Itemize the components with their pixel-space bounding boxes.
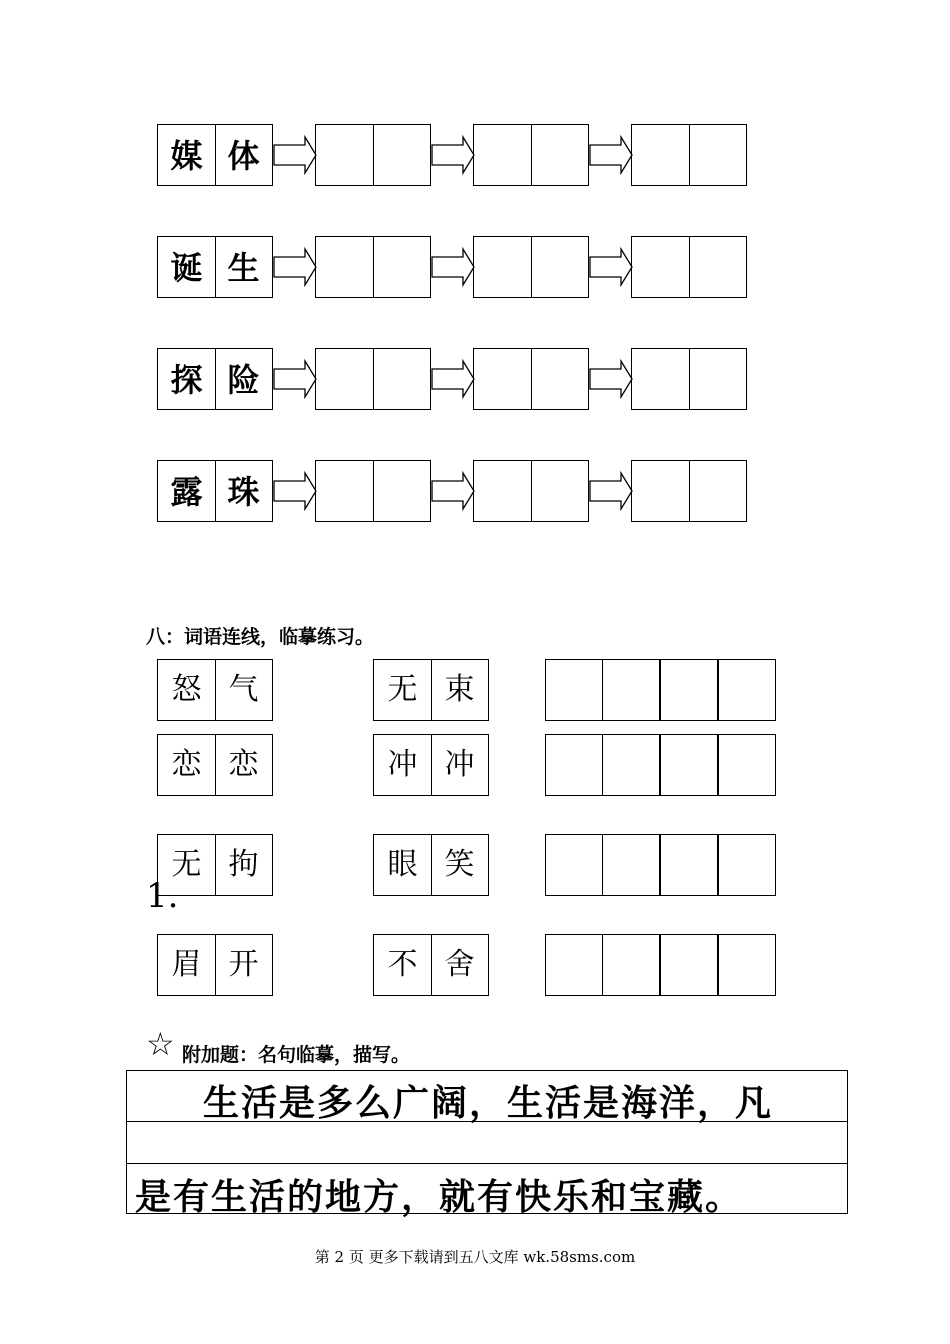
word-char: 怒 (171, 672, 202, 707)
word-char: 舍 (444, 947, 475, 982)
char-cell (374, 660, 432, 720)
char-cell (215, 660, 272, 720)
arrow-right-icon (431, 359, 475, 399)
word-char: 生 (227, 249, 260, 287)
tracing-box[interactable] (602, 734, 660, 796)
extra-heading: 附加题：名句临摹，描写。 (182, 1044, 411, 1066)
char-cell (158, 735, 216, 795)
arrow-right-icon (273, 359, 317, 399)
blank-char-cell[interactable] (474, 349, 532, 409)
tracing-box[interactable] (718, 934, 776, 996)
arrow-right-icon (273, 247, 317, 287)
tracing-box[interactable] (660, 834, 718, 896)
blank-char-cell[interactable] (316, 125, 374, 185)
blank-char-cell[interactable] (474, 461, 532, 521)
table-rule (127, 1163, 847, 1164)
match-left-pair[interactable] (157, 659, 273, 721)
blank-word-box[interactable] (631, 460, 747, 522)
sentence-tracing-table (126, 1070, 848, 1218)
word-char: 险 (227, 361, 260, 399)
word-char: 眉 (171, 947, 202, 982)
page-footer: 第 2 页 更多下载请到五八文库 wk.58sms.com (314, 1248, 636, 1266)
blank-word-box[interactable] (315, 236, 431, 298)
blank-word-box[interactable] (631, 124, 747, 186)
match-right-pair[interactable] (373, 934, 489, 996)
tracing-box[interactable] (545, 834, 603, 896)
char-cell (215, 125, 272, 185)
blank-word-box[interactable] (315, 460, 431, 522)
word-char: 不 (387, 947, 418, 982)
section-heading: 八：词语连线，临摹练习。 (146, 626, 375, 648)
tracing-box[interactable] (660, 934, 718, 996)
word-char: 诞 (170, 249, 203, 287)
match-left-pair[interactable] (157, 934, 273, 996)
word-char: 恋 (228, 747, 259, 782)
blank-char-cell[interactable] (316, 349, 374, 409)
word-char: 露 (170, 473, 203, 511)
tracing-box[interactable] (545, 659, 603, 721)
word-char: 无 (171, 847, 202, 882)
word-pair-box (157, 348, 273, 410)
char-cell (215, 835, 272, 895)
char-cell (215, 349, 272, 409)
char-cell (158, 935, 216, 995)
arrow-right-icon (273, 471, 317, 511)
blank-word-box[interactable] (315, 124, 431, 186)
char-cell (374, 835, 432, 895)
blank-char-cell[interactable] (632, 237, 690, 297)
blank-word-box[interactable] (473, 460, 589, 522)
char-cell (158, 349, 216, 409)
tracing-box[interactable] (718, 834, 776, 896)
sentence-line-1: 生活是多么广阔，生活是海洋，凡 (203, 1083, 774, 1124)
word-char: 束 (444, 672, 475, 707)
arrow-right-icon (589, 471, 633, 511)
word-char: 冲 (444, 747, 475, 782)
word-char: 探 (170, 361, 203, 399)
char-cell (215, 935, 272, 995)
tracing-row (545, 659, 776, 721)
char-cell (431, 660, 488, 720)
char-cell (215, 735, 272, 795)
word-char: 冲 (387, 747, 418, 782)
blank-word-box[interactable] (631, 348, 747, 410)
tracing-box[interactable] (660, 734, 718, 796)
match-right-pair[interactable] (373, 659, 489, 721)
match-right-pair[interactable] (373, 834, 489, 896)
word-char: 开 (228, 947, 259, 982)
blank-char-cell[interactable] (632, 461, 690, 521)
tracing-row (545, 934, 776, 996)
blank-char-cell[interactable] (632, 349, 690, 409)
char-cell (431, 935, 488, 995)
arrow-right-icon (431, 135, 475, 175)
blank-char-cell[interactable] (474, 237, 532, 297)
blank-char-cell[interactable] (316, 461, 374, 521)
blank-word-box[interactable] (315, 348, 431, 410)
item-number: 1. (146, 876, 179, 916)
char-cell (215, 237, 272, 297)
arrow-right-icon (431, 247, 475, 287)
word-char: 拘 (228, 847, 259, 882)
char-cell (158, 237, 216, 297)
arrow-right-icon (589, 135, 633, 175)
char-cell (374, 935, 432, 995)
word-char: 恋 (171, 747, 202, 782)
word-char: 眼 (387, 847, 418, 882)
char-cell (158, 660, 216, 720)
star-icon: ☆ (146, 1025, 175, 1063)
char-cell (374, 735, 432, 795)
tracing-box[interactable] (718, 659, 776, 721)
match-left-pair[interactable] (157, 734, 273, 796)
blank-char-cell[interactable] (632, 125, 690, 185)
blank-word-box[interactable] (473, 236, 589, 298)
word-char: 媒 (170, 137, 203, 175)
char-cell (431, 735, 488, 795)
word-char: 珠 (227, 473, 260, 511)
blank-word-box[interactable] (631, 236, 747, 298)
blank-char-cell[interactable] (474, 125, 532, 185)
tracing-box[interactable] (660, 659, 718, 721)
blank-word-box[interactable] (473, 124, 589, 186)
char-cell (431, 835, 488, 895)
tracing-row (545, 834, 776, 896)
char-cell (215, 461, 272, 521)
tracing-box[interactable] (718, 734, 776, 796)
tracing-box[interactable] (545, 734, 603, 796)
tracing-box[interactable] (602, 934, 660, 996)
word-pair-box (157, 236, 273, 298)
arrow-right-icon (431, 471, 475, 511)
tracing-box[interactable] (545, 934, 603, 996)
tracing-box[interactable] (602, 659, 660, 721)
word-char: 无 (387, 672, 418, 707)
word-char: 气 (228, 672, 259, 707)
arrow-right-icon (589, 247, 633, 287)
tracing-row (545, 734, 776, 796)
tracing-box[interactable] (602, 834, 660, 896)
blank-word-box[interactable] (473, 348, 589, 410)
char-cell (158, 125, 216, 185)
blank-char-cell[interactable] (316, 237, 374, 297)
word-pair-box (157, 124, 273, 186)
arrow-right-icon (273, 135, 317, 175)
match-right-pair[interactable] (373, 734, 489, 796)
word-pair-box (157, 460, 273, 522)
word-char: 笑 (444, 847, 475, 882)
char-cell (158, 461, 216, 521)
word-char: 体 (227, 137, 260, 175)
arrow-right-icon (589, 359, 633, 399)
sentence-line-2: 是有生活的地方，就有快乐和宝藏。 (135, 1177, 744, 1218)
